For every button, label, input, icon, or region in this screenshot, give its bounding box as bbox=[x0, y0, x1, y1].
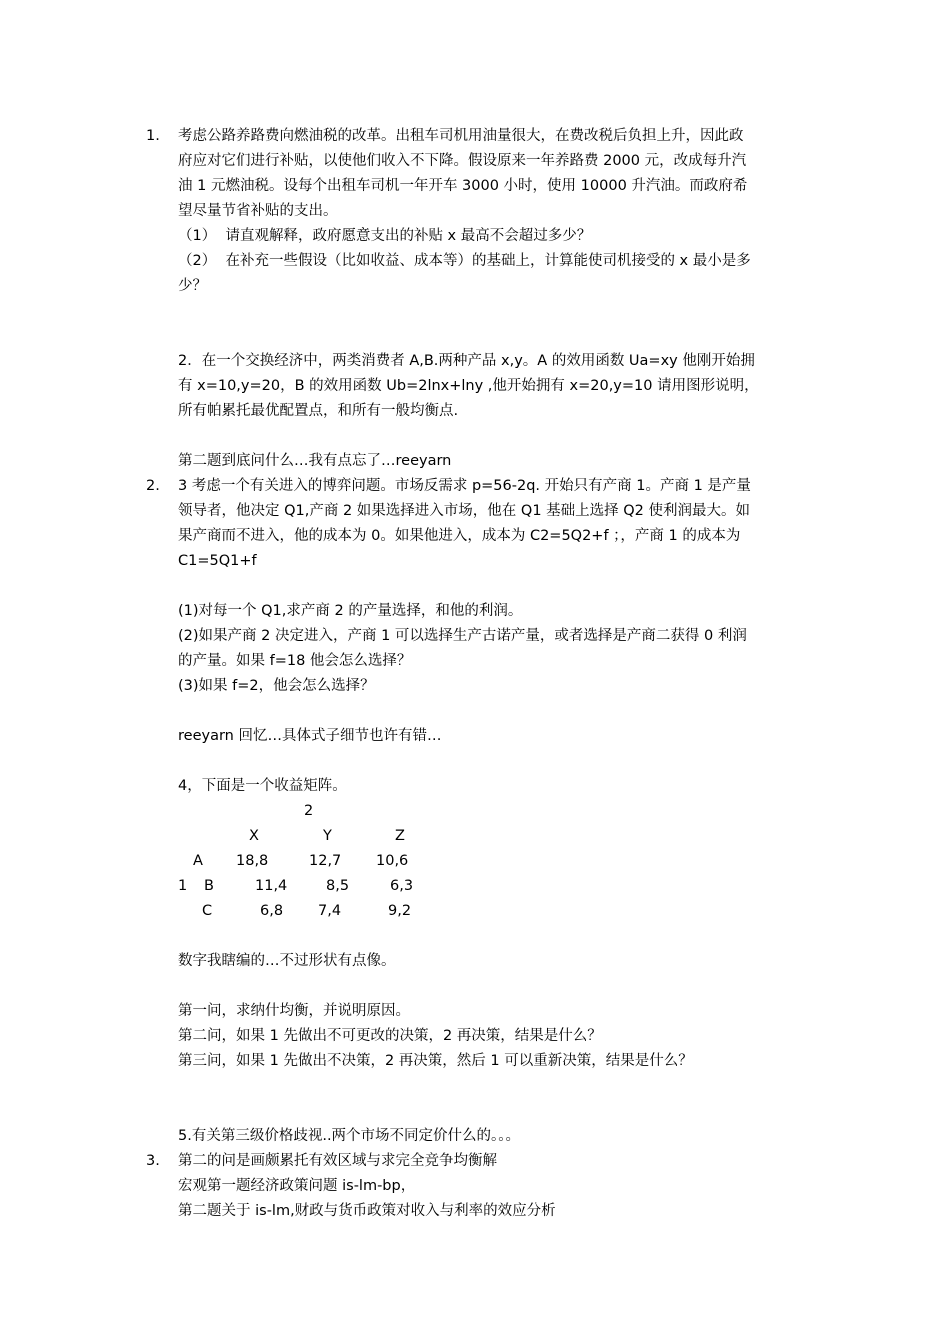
q3-sub-3: (3)如果 f=2，他会怎么选择？ bbox=[178, 678, 375, 694]
q3-line-2: 领导者，他决定 Q1,产商 2 如果选择进入市场，他在 Q1 基础上选择 Q2 使利润最大。如 bbox=[178, 503, 751, 519]
list-number-3: 3. bbox=[146, 1153, 160, 1169]
q3-sub-2-cont: 的产量。如果 f=18 他会怎么选择？ bbox=[178, 653, 412, 669]
q3-line-4: C1=5Q1+f bbox=[178, 553, 257, 569]
q4-note: 数字我瞎编的…不过形状有点像。 bbox=[178, 953, 396, 969]
matrix-cell: 18,8 bbox=[236, 853, 269, 869]
q1-sub-2-cont: 少？ bbox=[178, 278, 207, 294]
matrix-cell: 6,3 bbox=[390, 878, 414, 894]
q2-line-3: 所有帕累托最优配置点，和所有一般均衡点. bbox=[178, 403, 459, 419]
q1-line-4: 望尽量节省补贴的支出。 bbox=[178, 203, 338, 219]
list-number-1: 1. bbox=[146, 128, 160, 144]
matrix-cell: 7,4 bbox=[318, 903, 342, 919]
matrix-col-header: Z bbox=[395, 828, 405, 844]
matrix-row-label: C bbox=[202, 903, 213, 919]
matrix-cell: 6,8 bbox=[260, 903, 284, 919]
q4-question-3: 第三问，如果 1 先做出不决策，2 再决策，然后 1 可以重新决策，结果是什么？ bbox=[178, 1053, 693, 1069]
matrix-cell: 10,6 bbox=[376, 853, 409, 869]
q2-line-2: 有 x=10,y=20，B 的效用函数 Ub=2lnx+lny ,他开始拥有 x=20,y=10 请用图形说明， bbox=[178, 378, 759, 394]
q1-sub-1: （1） 请直观解释，政府愿意支出的补贴 x 最高不会超过多少？ bbox=[178, 228, 592, 244]
matrix-row-label: B bbox=[204, 878, 214, 894]
q3-sub-2: (2)如果产商 2 决定进入，产商 1 可以选择生产古诺产量，或者选择是产商二获得 0 利润 bbox=[178, 628, 747, 644]
q1-sub-2: （2） 在补充一些假设（比如收益、成本等）的基础上，计算能使司机接受的 x 最小是多 bbox=[178, 253, 751, 269]
q4-question-2: 第二问，如果 1 先做出不可更改的决策，2 再决策，结果是什么？ bbox=[178, 1028, 602, 1044]
q5-line: 5.有关第三级价格歧视..两个市场不同定价什么的。。。 bbox=[178, 1128, 521, 1144]
q3-sub-1: (1)对每一个 Q1,求产商 2 的产量选择，和他的利润。 bbox=[178, 603, 523, 619]
q3-line-3: 果产商而不进入，他的成本为 0。如果他进入，成本为 C2=5Q2+f ；，产商 1 的成本为 bbox=[178, 528, 741, 544]
tail-line-3: 第二题关于 is-lm,财政与货币政策对收入与利率的效应分析 bbox=[178, 1203, 556, 1219]
matrix-cell: 9,2 bbox=[388, 903, 412, 919]
list-number-2: 2. bbox=[146, 478, 160, 494]
matrix-col-header: Y bbox=[323, 828, 332, 844]
q1-line-2: 府应对它们进行补贴，以使他们收入不下降。假设原来一年养路费 2000 元，改成每升汽 bbox=[178, 153, 747, 169]
matrix-row-label: A bbox=[193, 853, 203, 869]
tail-line-2: 宏观第一题经济政策问题 is-lm-bp， bbox=[178, 1178, 416, 1194]
matrix-col-player: 2 bbox=[304, 803, 314, 819]
tail-line-1: 第二的问是画颇累托有效区域与求完全竞争均衡解 bbox=[178, 1153, 497, 1169]
q4-intro: 4，下面是一个收益矩阵。 bbox=[178, 778, 347, 794]
q3-note: reeyarn 回忆…具体式子细节也许有错… bbox=[178, 728, 442, 744]
matrix-cell: 12,7 bbox=[309, 853, 342, 869]
q3-line-1: 3 考虑一个有关进入的博弈问题。市场反需求 p=56-2q. 开始只有产商 1。产商 1 是产量 bbox=[178, 478, 751, 494]
matrix-cell: 8,5 bbox=[326, 878, 350, 894]
matrix-cell: 11,4 bbox=[255, 878, 288, 894]
q2-note: 第二题到底问什么…我有点忘了…reeyarn bbox=[178, 453, 452, 469]
q2-line-1: 2．在一个交换经济中，两类消费者 A,B.两种产品 x,y。A 的效用函数 Ua=xy 他刚开始拥 bbox=[178, 353, 755, 369]
matrix-row-player: 1 bbox=[178, 878, 188, 894]
q1-line-3: 油 1 元燃油税。设每个出租车司机一年开车 3000 小时，使用 10000 升汽油。而政府希 bbox=[178, 178, 748, 194]
q1-line-1: 考虑公路养路费向燃油税的改革。出租车司机用油量很大，在费改税后负担上升，因此政 bbox=[178, 128, 744, 144]
q4-question-1: 第一问，求纳什均衡，并说明原因。 bbox=[178, 1003, 410, 1019]
matrix-col-header: X bbox=[249, 828, 259, 844]
